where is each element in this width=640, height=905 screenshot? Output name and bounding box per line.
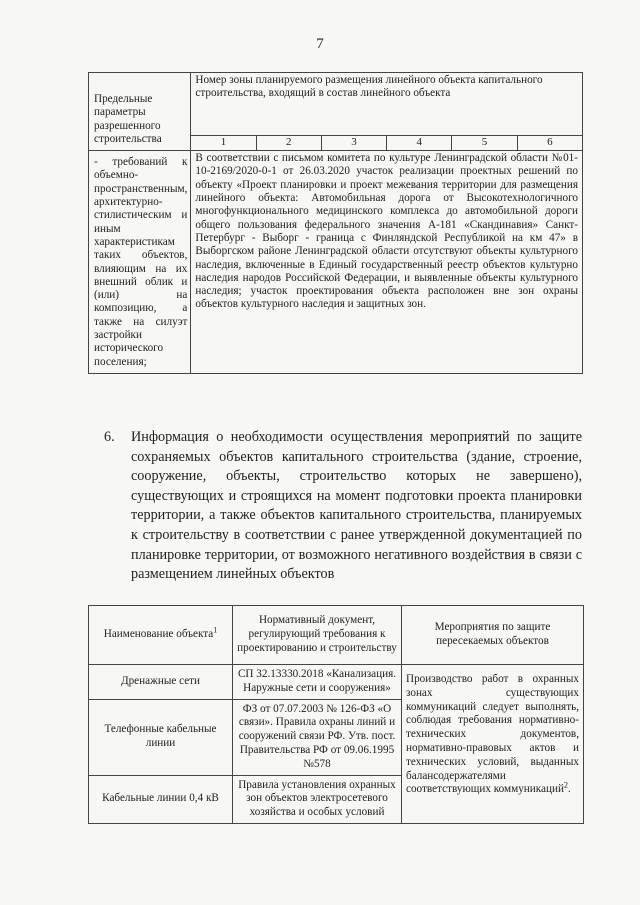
normative-cell: СП 32.13330.2018 «Канализация. Наружные сети и сооружения» — [233, 665, 402, 700]
footnote-mark: 1 — [213, 625, 218, 635]
measures-text: Производство работ в охранных зонах существующих коммуникаций следует выполнять, соблюдая требования нормативно-технических документов, нормативно-правовых актов и технических условий, выданных балансодержателями соответствующих коммуникаций — [406, 673, 579, 796]
column-number: 3 — [321, 136, 386, 151]
object-name-cell: Дренажные сети — [89, 665, 233, 700]
header-normative: Нормативный документ, регулирующий требования к проектированию и строительству — [233, 606, 402, 665]
zone-parameters-table — [88, 72, 583, 374]
section-6 — [104, 428, 582, 585]
column-number: 1 — [191, 136, 256, 151]
footnote-mark: 2 — [563, 780, 568, 790]
header-object-name-label: Наименование объекта — [103, 628, 214, 641]
normative-cell: ФЗ от 07.07.2003 № 126-ФЗ «О связи». Правила охраны линий и сооружений связи РФ. Утв. пост. Правительства РФ от 09.06.1995 №578 — [233, 699, 402, 775]
column-number: 6 — [517, 136, 582, 151]
header-parameters: Предельные параметры разрешенного строительства — [89, 73, 191, 151]
column-number: 2 — [256, 136, 321, 151]
column-number: 4 — [387, 136, 452, 151]
measures-end: . — [567, 783, 571, 796]
protection-measures-table — [88, 605, 584, 824]
page-number: 7 — [316, 36, 324, 52]
header-measures: Мероприятия по защите пересекаемых объектов — [402, 606, 584, 665]
header-zone-number: Номер зоны планируемого размещения линейного объекта капитального строительства, входящий в состав линейного объекта — [191, 73, 583, 136]
zone-description-cell: В соответствии с письмом комитета по культуре Ленинградской области №01-10-2169/2020-0-1 от 26.03.2020 участок реализации проектных решений по объекту «Проект планировки и проект межевания территории для размещения линейного объекта: Автомобильная дорога от Высокотехнологичного многофункционального медицинского комплекса до автомобильной дороги общего пользования федерального значения А-181 «Скандинавия» Санкт-Петербург - Выборг - граница с Финляндской Республикой на км 47» в Выборгском районе Ленинградской области отсутствуют объекты культурного наследия, включенные в Единый государственный реестр объектов культурно наследия народов Российской Федерации, и выявленные объекты культурного наследия; участок проектирования объекта расположен вне зон охраны объектов культурного наследия и защитных зон. — [191, 151, 583, 374]
header-object-name — [89, 606, 233, 665]
column-number: 5 — [452, 136, 517, 151]
object-name-cell: Кабельные линии 0,4 кВ — [89, 775, 233, 823]
object-name-cell: Телефонные кабельные линии — [89, 699, 233, 775]
section-number: 6. — [104, 429, 115, 445]
normative-cell: Правила установления охранных зон объектов электросетевого хозяйства и особых условий — [233, 775, 402, 823]
measures-cell — [402, 665, 584, 824]
section-text: Информация о необходимости осуществления мероприятий по защите сохраняемых объектов капитального строительства (здание, строение, сооружение, объекты, строительство которых не завершено), существующих и строящихся на момент подготовки проекта планировки территории, а также объектов капитального строительства, планируемых к строительству в соответствии с ранее утвержденной документацией по планировке территории, от возможного негативного воздействия в связи с размещением линейных объектов — [131, 429, 582, 583]
parameter-cell: - требований к объемно-пространственным, архитектурно-стилистическим и иным характеристикам таких объектов, влияющим на их внешний облик и (или) на композицию, а также на силуэт застройки исторического поселения; — [89, 151, 191, 374]
